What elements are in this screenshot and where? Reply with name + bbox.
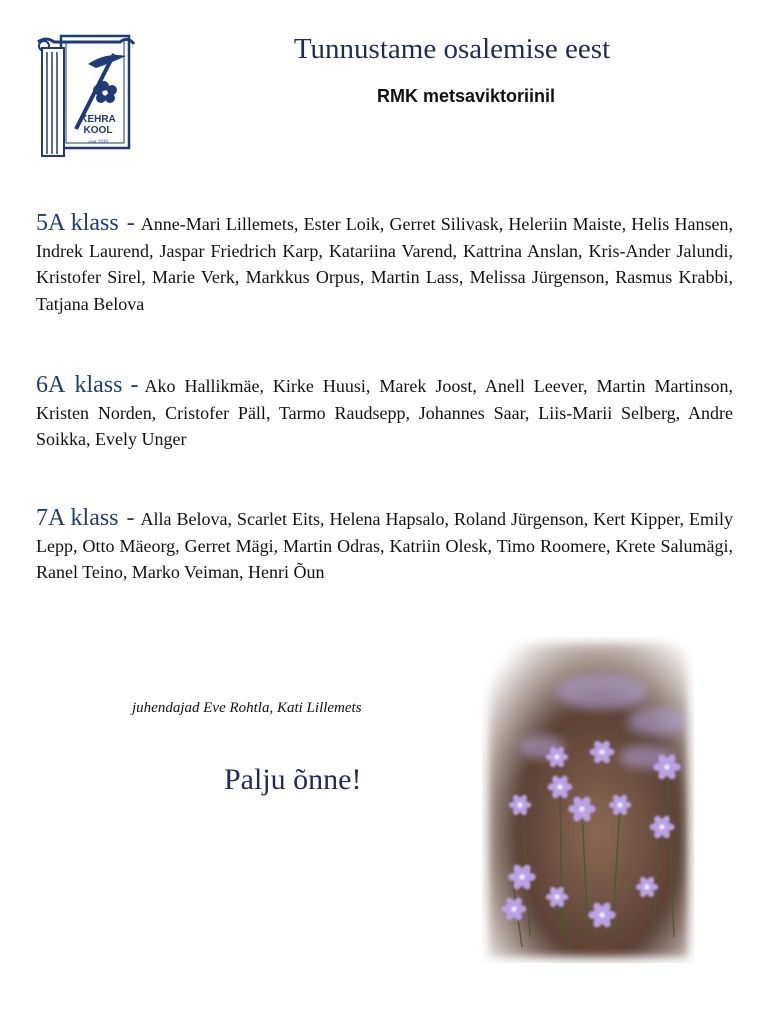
class-label: 7A klass	[36, 505, 119, 531]
class-dash: -	[130, 372, 139, 398]
class-dash: -	[126, 505, 135, 531]
class-label: 5A klass	[36, 210, 119, 236]
page-title: Tunnustame osalemise eest	[293, 33, 611, 65]
hepatica-flowers-photo	[482, 637, 694, 963]
class-names: Anne-Mari Lillemets, Ester Loik, Gerret Silivask, Heleriin Maiste, Helis Hansen, Indrek Laurend, Jaspar Friedrich Karp, Katariina Varend, Kattrina Anslan, Kris-Ander Jalundi, Kristofer Sirel, Marie Verk, Markkus Orpus, Martin Lass, Melissa Jürgenson, Rasmus Krabbi, Tatjana Belova	[36, 214, 733, 314]
class-label: 6A klass	[36, 372, 123, 398]
class-names: Alla Belova, Scarlet Eits, Helena Hapsalo, Roland Jürgenson, Kert Kipper, Emily Lepp, Otto Mäeorg, Gerret Mägi, Martin Odras, Katriin Olesk, Timo Roomere, Krete Salumägi, Ranel Teino, Marko Veiman, Henri Õun	[36, 509, 733, 582]
class-6a-section	[36, 372, 733, 453]
supervisors-line: juhendajad Eve Rohtla, Kati Lillemets	[132, 700, 362, 716]
congratulations: Palju õnne!	[224, 763, 362, 796]
class-5a-section	[36, 210, 733, 317]
school-logo-column-icon	[36, 34, 136, 160]
class-7a-section	[36, 505, 733, 586]
school-logo	[36, 34, 136, 160]
logo-since: asut 1939	[88, 140, 108, 145]
class-names: Ako Hallikmäe, Kirke Huusi, Marek Joost, Anell Leever, Martin Martinson, Kristen Norden, Cristofer Päll, Tarmo Raudsepp, Johannes Saar, Liis-Marii Selberg, Andre Soikka, Evely Unger	[36, 376, 733, 449]
logo-text-line2: KOOL	[83, 125, 113, 136]
page-subtitle: RMK metsaviktoriinil	[376, 86, 556, 106]
class-dash: -	[126, 210, 135, 236]
logo-text-line1: KEHRA	[80, 114, 116, 125]
